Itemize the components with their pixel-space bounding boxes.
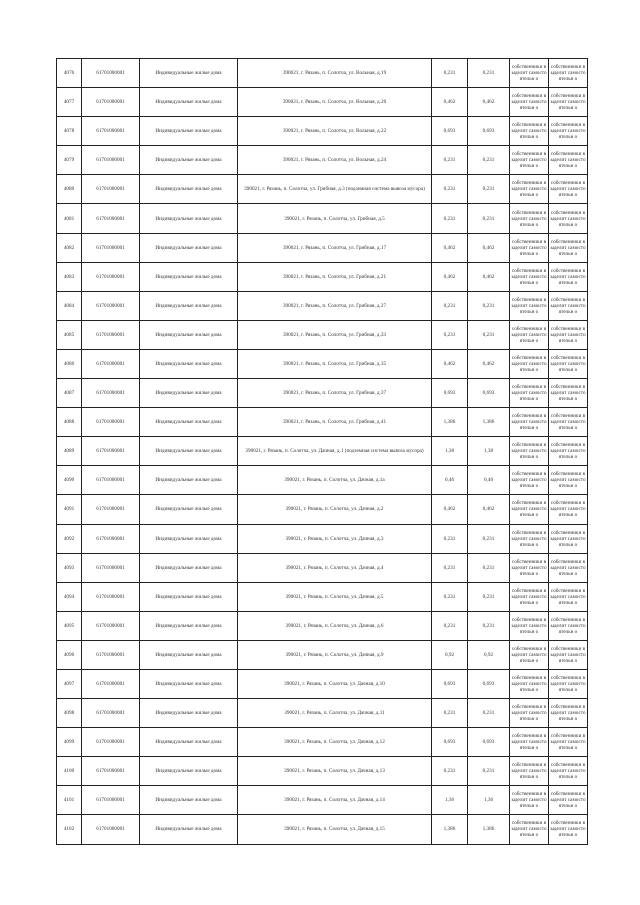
owner-note-cell: собственники выделит самостоятельн о (510, 553, 549, 582)
table-row (57, 320, 588, 349)
volume-cell: 0,693 (432, 669, 468, 698)
volume-total-cell: 0,46 (468, 466, 510, 495)
building-type-cell: Индивидуальные жилые дома (140, 699, 238, 728)
oktmo-code-cell: 61701000001 (82, 524, 140, 553)
volume-cell: 0,46 (432, 466, 468, 495)
table-row (57, 349, 588, 378)
address-cell: 390021, г. Рязань, п. Солотча, ул. Дачная, д.3 (238, 524, 432, 553)
owner-note-cell-2: собственники выделит самостоятельн о (549, 146, 588, 175)
row-number-cell: 4101 (57, 786, 82, 815)
owner-note-cell-2: собственники выделит самостоятельн о (549, 379, 588, 408)
owner-note-cell-2: собственники выделит самостоятельн о (549, 262, 588, 291)
table-row (57, 582, 588, 611)
oktmo-code-cell: 61701000001 (82, 117, 140, 146)
owner-note-cell: собственники выделит самостоятельн о (510, 262, 549, 291)
owner-note-cell: собственники выделит самостоятельн о (510, 117, 549, 146)
address-cell: 390021, г. Рязань, п. Солотча, ул. Дачная, д.11 (238, 699, 432, 728)
volume-total-cell: 0,693 (468, 728, 510, 757)
address-cell: 390021, г. Рязань, п. Солотча, ул. Дачная, д.15 (238, 815, 432, 844)
volume-total-cell: 0,231 (468, 175, 510, 204)
table-row (57, 408, 588, 437)
owner-note-cell: собственники выделит самостоятельн о (510, 640, 549, 669)
table-row (57, 262, 588, 291)
address-cell: 390021, г. Рязань, п. Солотча, ул. Дачная, д.12 (238, 728, 432, 757)
address-cell: 390021, г. Рязань, п. Солотча, ул. Грибная, д.41 (238, 408, 432, 437)
address-cell: 390021, г. Рязань, п. Солотча, ул. Дачная, д.2 (238, 495, 432, 524)
owner-note-cell: собственники выделит самостоятельн о (510, 524, 549, 553)
address-cell: 390021, г. Рязань, п. Солотча, ул. Грибная, д.21 (238, 262, 432, 291)
volume-total-cell: 0,231 (468, 757, 510, 786)
owner-note-cell-2: собственники выделит самостоятельн о (549, 437, 588, 466)
owner-note-cell-2: собственники выделит самостоятельн о (549, 524, 588, 553)
volume-cell: 0,693 (432, 728, 468, 757)
row-number-cell: 4079 (57, 146, 82, 175)
volume-total-cell: 0,462 (468, 349, 510, 378)
row-number-cell: 4076 (57, 59, 82, 88)
table-row (57, 728, 588, 757)
address-cell: 390021, г. Рязань, п. Солотча, ул. Грибная, д.27 (238, 291, 432, 320)
table-row (57, 117, 588, 146)
volume-cell: 0,693 (432, 117, 468, 146)
table-row (57, 669, 588, 698)
address-cell: 390021, г. Рязань, п. Солотча, ул. Дачная, д.1 (подземная система вывоза мусора) (238, 437, 432, 466)
table-row (57, 640, 588, 669)
volume-cell: 0,231 (432, 582, 468, 611)
row-number-cell: 4096 (57, 640, 82, 669)
volume-total-cell: 0,231 (468, 611, 510, 640)
volume-total-cell: 0,231 (468, 204, 510, 233)
owner-note-cell: собственники выделит самостоятельн о (510, 495, 549, 524)
owner-note-cell-2: собственники выделит самостоятельн о (549, 349, 588, 378)
volume-cell: 0,231 (432, 553, 468, 582)
address-cell: 390021, г. Рязань, п. Солотча, ул. Вольная, д.20 (238, 88, 432, 117)
volume-cell: 0,231 (432, 59, 468, 88)
building-type-cell: Индивидуальные жилые дома (140, 757, 238, 786)
volume-total-cell: 0,231 (468, 582, 510, 611)
table-row (57, 611, 588, 640)
owner-note-cell: собственники выделит самостоятельн о (510, 786, 549, 815)
volume-total-cell: 0,462 (468, 88, 510, 117)
row-number-cell: 4084 (57, 291, 82, 320)
row-number-cell: 4095 (57, 611, 82, 640)
oktmo-code-cell: 61701000001 (82, 408, 140, 437)
address-cell: 390021, г. Рязань, п. Солотча, ул. Грибная, д.17 (238, 233, 432, 262)
registry-table (56, 58, 588, 845)
owner-note-cell-2: собственники выделит самостоятельн о (549, 786, 588, 815)
building-type-cell: Индивидуальные жилые дома (140, 640, 238, 669)
oktmo-code-cell: 61701000001 (82, 146, 140, 175)
oktmo-code-cell: 61701000001 (82, 437, 140, 466)
volume-cell: 0,231 (432, 146, 468, 175)
oktmo-code-cell: 61701000001 (82, 88, 140, 117)
owner-note-cell: собственники выделит самостоятельн о (510, 146, 549, 175)
row-number-cell: 4093 (57, 553, 82, 582)
building-type-cell: Индивидуальные жилые дома (140, 146, 238, 175)
table-row (57, 437, 588, 466)
oktmo-code-cell: 61701000001 (82, 553, 140, 582)
owner-note-cell-2: собственники выделит самостоятельн о (549, 640, 588, 669)
volume-cell: 0,231 (432, 611, 468, 640)
row-number-cell: 4090 (57, 466, 82, 495)
building-type-cell: Индивидуальные жилые дома (140, 524, 238, 553)
address-cell: 390021, г. Рязань, п. Солотча, ул. Грибная, д.33 (238, 320, 432, 349)
row-number-cell: 4089 (57, 437, 82, 466)
row-number-cell: 4080 (57, 175, 82, 204)
address-cell: 390021, г. Рязань, п. Солотча, ул. Вольная, д.24 (238, 146, 432, 175)
oktmo-code-cell: 61701000001 (82, 204, 140, 233)
table-row (57, 379, 588, 408)
address-cell: 390021, г. Рязань, п. Солотча, ул. Дачная, д.13 (238, 757, 432, 786)
volume-cell: 1,38 (432, 437, 468, 466)
address-cell: 390021, г. Рязань, п. Солотча, ул. Грибная, д.35 (238, 349, 432, 378)
owner-note-cell: собственники выделит самостоятельн о (510, 320, 549, 349)
owner-note-cell: собственники выделит самостоятельн о (510, 379, 549, 408)
address-cell: 390021, г. Рязань, п. Солотча, ул. Дачная, д.10 (238, 669, 432, 698)
volume-total-cell: 0,231 (468, 146, 510, 175)
building-type-cell: Индивидуальные жилые дома (140, 88, 238, 117)
volume-cell: 0,693 (432, 379, 468, 408)
owner-note-cell: собственники выделит самостоятельн о (510, 582, 549, 611)
oktmo-code-cell: 61701000001 (82, 757, 140, 786)
volume-total-cell: 1,36 (468, 786, 510, 815)
owner-note-cell: собственники выделит самостоятельн о (510, 408, 549, 437)
row-number-cell: 4082 (57, 233, 82, 262)
table-row (57, 524, 588, 553)
building-type-cell: Индивидуальные жилые дома (140, 204, 238, 233)
owner-note-cell-2: собственники выделит самостоятельн о (549, 291, 588, 320)
table-row (57, 291, 588, 320)
volume-cell: 0,462 (432, 495, 468, 524)
building-type-cell: Индивидуальные жилые дома (140, 553, 238, 582)
building-type-cell: Индивидуальные жилые дома (140, 117, 238, 146)
owner-note-cell-2: собственники выделит самостоятельн о (549, 553, 588, 582)
oktmo-code-cell: 61701000001 (82, 699, 140, 728)
table-row (57, 233, 588, 262)
oktmo-code-cell: 61701000001 (82, 262, 140, 291)
oktmo-code-cell: 61701000001 (82, 495, 140, 524)
row-number-cell: 4081 (57, 204, 82, 233)
volume-cell: 0,462 (432, 88, 468, 117)
volume-cell: 0,462 (432, 262, 468, 291)
address-cell: 390021, г. Рязань, п. Солотча, ул. Дачная, д.1а (238, 466, 432, 495)
oktmo-code-cell: 61701000001 (82, 815, 140, 844)
address-cell: 390021, г. Рязань, п. Солотча, ул. Дачная, д.4 (238, 553, 432, 582)
volume-total-cell: 0,231 (468, 553, 510, 582)
table-row (57, 466, 588, 495)
oktmo-code-cell: 61701000001 (82, 379, 140, 408)
oktmo-code-cell: 61701000001 (82, 669, 140, 698)
building-type-cell: Индивидуальные жилые дома (140, 175, 238, 204)
building-type-cell: Индивидуальные жилые дома (140, 408, 238, 437)
building-type-cell: Индивидуальные жилые дома (140, 320, 238, 349)
owner-note-cell-2: собственники выделит самостоятельн о (549, 495, 588, 524)
row-number-cell: 4102 (57, 815, 82, 844)
volume-total-cell: 0,231 (468, 291, 510, 320)
address-cell: 390021, г. Рязань, п. Солотча, ул. Грибная, д.3 (подземная система вывоза мусора) (238, 175, 432, 204)
building-type-cell: Индивидуальные жилые дома (140, 611, 238, 640)
table-body (57, 59, 588, 845)
building-type-cell: Индивидуальные жилые дома (140, 582, 238, 611)
owner-note-cell: собственники выделит самостоятельн о (510, 204, 549, 233)
volume-cell: 0,231 (432, 699, 468, 728)
building-type-cell: Индивидуальные жилые дома (140, 466, 238, 495)
address-cell: 390021, г. Рязань, п. Солотча, ул. Дачная, д.14 (238, 786, 432, 815)
oktmo-code-cell: 61701000001 (82, 582, 140, 611)
oktmo-code-cell: 61701000001 (82, 611, 140, 640)
row-number-cell: 4085 (57, 320, 82, 349)
volume-total-cell: 0,231 (468, 59, 510, 88)
owner-note-cell: собственники выделит самостоятельн о (510, 757, 549, 786)
table-row (57, 495, 588, 524)
table-row (57, 59, 588, 88)
owner-note-cell: собственники выделит самостоятельн о (510, 466, 549, 495)
oktmo-code-cell: 61701000001 (82, 291, 140, 320)
table-row (57, 146, 588, 175)
volume-total-cell: 0,231 (468, 524, 510, 553)
building-type-cell: Индивидуальные жилые дома (140, 291, 238, 320)
volume-cell: 1,386 (432, 408, 468, 437)
owner-note-cell: собственники выделит самостоятельн о (510, 233, 549, 262)
owner-note-cell: собственники выделит самостоятельн о (510, 669, 549, 698)
volume-cell: 0,231 (432, 204, 468, 233)
volume-cell: 0,462 (432, 233, 468, 262)
row-number-cell: 4078 (57, 117, 82, 146)
owner-note-cell-2: собственники выделит самостоятельн о (549, 611, 588, 640)
owner-note-cell-2: собственники выделит самостоятельн о (549, 757, 588, 786)
owner-note-cell: собственники выделит самостоятельн о (510, 291, 549, 320)
oktmo-code-cell: 61701000001 (82, 59, 140, 88)
owner-note-cell-2: собственники выделит самостоятельн о (549, 699, 588, 728)
address-cell: 390021, г. Рязань, п. Солотча, ул. Вольная, д.22 (238, 117, 432, 146)
volume-cell: 0,231 (432, 291, 468, 320)
owner-note-cell-2: собственники выделит самостоятельн о (549, 204, 588, 233)
table-row (57, 204, 588, 233)
row-number-cell: 4087 (57, 379, 82, 408)
volume-total-cell: 0,92 (468, 640, 510, 669)
address-cell: 390021, г. Рязань, п. Солотча, ул. Дачная, д.5 (238, 582, 432, 611)
owner-note-cell-2: собственники выделит самостоятельн о (549, 728, 588, 757)
table-row (57, 175, 588, 204)
volume-cell: 0,231 (432, 524, 468, 553)
volume-total-cell: 1,386 (468, 815, 510, 844)
volume-cell: 0,231 (432, 757, 468, 786)
volume-total-cell: 0,693 (468, 117, 510, 146)
volume-cell: 1,36 (432, 786, 468, 815)
row-number-cell: 4097 (57, 669, 82, 698)
volume-cell: 0,462 (432, 349, 468, 378)
oktmo-code-cell: 61701000001 (82, 466, 140, 495)
volume-cell: 0,92 (432, 640, 468, 669)
owner-note-cell: собственники выделит самостоятельн о (510, 437, 549, 466)
address-cell: 390021, г. Рязань, п. Солотча, ул. Дачная, д.9 (238, 640, 432, 669)
row-number-cell: 4100 (57, 757, 82, 786)
row-number-cell: 4094 (57, 582, 82, 611)
table-row (57, 815, 588, 844)
table-row (57, 757, 588, 786)
owner-note-cell: собственники выделит самостоятельн о (510, 88, 549, 117)
building-type-cell: Индивидуальные жилые дома (140, 786, 238, 815)
building-type-cell: Индивидуальные жилые дома (140, 349, 238, 378)
building-type-cell: Индивидуальные жилые дома (140, 379, 238, 408)
owner-note-cell-2: собственники выделит самостоятельн о (549, 59, 588, 88)
volume-cell: 0,231 (432, 320, 468, 349)
volume-total-cell: 1,386 (468, 408, 510, 437)
row-number-cell: 4092 (57, 524, 82, 553)
building-type-cell: Индивидуальные жилые дома (140, 669, 238, 698)
volume-total-cell: 0,693 (468, 379, 510, 408)
table-row (57, 88, 588, 117)
row-number-cell: 4098 (57, 699, 82, 728)
building-type-cell: Индивидуальные жилые дома (140, 59, 238, 88)
oktmo-code-cell: 61701000001 (82, 349, 140, 378)
address-cell: 390021, г. Рязань, п. Солотча, ул. Дачная, д.6 (238, 611, 432, 640)
building-type-cell: Индивидуальные жилые дома (140, 262, 238, 291)
oktmo-code-cell: 61701000001 (82, 320, 140, 349)
owner-note-cell: собственники выделит самостоятельн о (510, 728, 549, 757)
owner-note-cell: собственники выделит самостоятельн о (510, 699, 549, 728)
row-number-cell: 4099 (57, 728, 82, 757)
address-cell: 390021, г. Рязань, п. Солотча, ул. Грибная, д.37 (238, 379, 432, 408)
table-row (57, 553, 588, 582)
row-number-cell: 4091 (57, 495, 82, 524)
volume-total-cell: 0,462 (468, 262, 510, 291)
oktmo-code-cell: 61701000001 (82, 175, 140, 204)
oktmo-code-cell: 61701000001 (82, 728, 140, 757)
owner-note-cell-2: собственники выделит самостоятельн о (549, 466, 588, 495)
volume-total-cell: 1,38 (468, 437, 510, 466)
owner-note-cell: собственники выделит самостоятельн о (510, 611, 549, 640)
volume-total-cell: 0,462 (468, 233, 510, 262)
address-cell: 390021, г. Рязань, п. Солотча, ул. Грибная, д.5 (238, 204, 432, 233)
building-type-cell: Индивидуальные жилые дома (140, 233, 238, 262)
address-cell: 390021, г. Рязань, п. Солотча, ул. Вольная, д.19 (238, 59, 432, 88)
owner-note-cell-2: собственники выделит самостоятельн о (549, 408, 588, 437)
owner-note-cell-2: собственники выделит самостоятельн о (549, 582, 588, 611)
volume-total-cell: 0,462 (468, 495, 510, 524)
owner-note-cell: собственники выделит самостоятельн о (510, 815, 549, 844)
owner-note-cell-2: собственники выделит самостоятельн о (549, 815, 588, 844)
owner-note-cell-2: собственники выделит самостоятельн о (549, 88, 588, 117)
owner-note-cell-2: собственники выделит самостоятельн о (549, 233, 588, 262)
volume-total-cell: 0,231 (468, 320, 510, 349)
owner-note-cell: собственники выделит самостоятельн о (510, 349, 549, 378)
owner-note-cell-2: собственники выделит самостоятельн о (549, 320, 588, 349)
row-number-cell: 4083 (57, 262, 82, 291)
owner-note-cell: собственники выделит самостоятельн о (510, 175, 549, 204)
owner-note-cell-2: собственники выделит самостоятельн о (549, 669, 588, 698)
oktmo-code-cell: 61701000001 (82, 786, 140, 815)
volume-total-cell: 0,231 (468, 699, 510, 728)
owner-note-cell: собственники выделит самостоятельн о (510, 59, 549, 88)
row-number-cell: 4088 (57, 408, 82, 437)
row-number-cell: 4086 (57, 349, 82, 378)
building-type-cell: Индивидуальные жилые дома (140, 815, 238, 844)
table-row (57, 699, 588, 728)
owner-note-cell-2: собственники выделит самостоятельн о (549, 175, 588, 204)
building-type-cell: Индивидуальные жилые дома (140, 728, 238, 757)
owner-note-cell-2: собственники выделит самостоятельн о (549, 117, 588, 146)
row-number-cell: 4077 (57, 88, 82, 117)
oktmo-code-cell: 61701000001 (82, 233, 140, 262)
oktmo-code-cell: 61701000001 (82, 640, 140, 669)
volume-cell: 1,386 (432, 815, 468, 844)
volume-cell: 0,231 (432, 175, 468, 204)
building-type-cell: Индивидуальные жилые дома (140, 437, 238, 466)
table-row (57, 786, 588, 815)
building-type-cell: Индивидуальные жилые дома (140, 495, 238, 524)
volume-total-cell: 0,693 (468, 669, 510, 698)
